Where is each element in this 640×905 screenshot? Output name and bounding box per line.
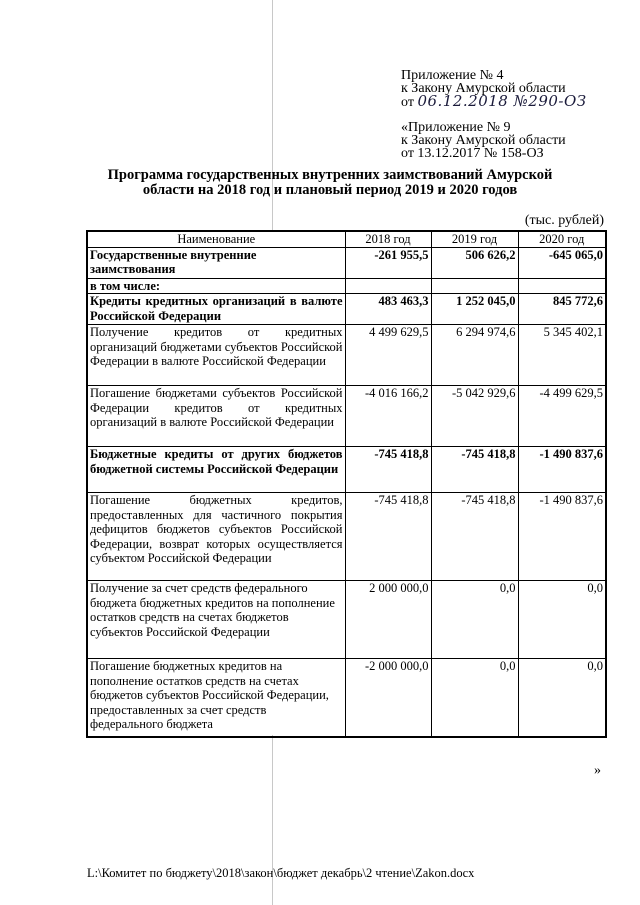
- value-2020: 0,0: [518, 659, 606, 737]
- value-2018: 4 499 629,5: [345, 325, 431, 386]
- value-2018: -2 000 000,0: [345, 659, 431, 737]
- header-2019: 2019 год: [431, 231, 518, 247]
- table-row: [87, 278, 606, 294]
- value-2020: -645 065,0: [518, 247, 606, 278]
- header-name: Наименование: [87, 231, 345, 247]
- table-row: [87, 386, 606, 447]
- value-2019: 1 252 045,0: [431, 294, 518, 325]
- date-prefix: от: [401, 95, 414, 110]
- value-2020: 5 345 402,1: [518, 325, 606, 386]
- footer-file-path: L:\Комитет по бюджету\2018\закон\бюджет декабрь\2 чтение\Zakon.docx: [87, 866, 475, 880]
- row-name: Бюджетные кредиты от других бюджетов бюджетной системы Российской Федерации: [87, 447, 345, 493]
- row-name: Погашение бюджетных кредитов на пополнение остатков средств на счетах бюджетов субъектов Российской Федерации, предоставленных за счет средств федерального бюджета: [87, 659, 345, 737]
- value-2020: -1 490 837,6: [518, 447, 606, 493]
- row-name: Получение кредитов от кредитных организаций бюджетами субъектов Российской Федерации в валюте Российской Федерации: [87, 325, 345, 386]
- value-2019: 6 294 974,6: [431, 325, 518, 386]
- previous-appendix-date: от 13.12.2017 № 158-ОЗ: [401, 146, 544, 161]
- table-row: [87, 581, 606, 659]
- units-label: (тыс. рублей): [524, 213, 604, 228]
- appendix-number: Приложение № 4: [401, 68, 504, 83]
- value-2019: -745 418,8: [431, 447, 518, 493]
- handwritten-date-number: 06.12.2018 №290-ОЗ: [417, 92, 587, 110]
- value-2019: 506 626,2: [431, 247, 518, 278]
- value-2019: 0,0: [431, 659, 518, 737]
- value-2019: -745 418,8: [431, 493, 518, 581]
- header-2020: 2020 год: [518, 231, 606, 247]
- closing-quote: »: [594, 763, 601, 778]
- row-name: Получение за счет средств федерального бюджета бюджетных кредитов на пополнение остатков средств на счетах бюджетов субъектов Российской Федерации: [87, 581, 345, 659]
- value-2019: [431, 278, 518, 294]
- value-2018: -261 955,5: [345, 247, 431, 278]
- row-name: Погашение бюджетами субъектов Российской Федерации кредитов от кредитных организаций в валюте Российской Федерации: [87, 386, 345, 447]
- value-2018: [345, 278, 431, 294]
- value-2020: 845 772,6: [518, 294, 606, 325]
- header-2018: 2018 год: [345, 231, 431, 247]
- previous-appendix-law-ref: к Закону Амурской области: [401, 133, 566, 148]
- table-row: [87, 447, 606, 493]
- row-name: в том числе:: [87, 278, 345, 294]
- value-2019: 0,0: [431, 581, 518, 659]
- appendix-header-current: [401, 69, 587, 109]
- value-2020: -4 499 629,5: [518, 386, 606, 447]
- row-name: Государственные внутренние заимствования: [87, 247, 345, 278]
- value-2018: -4 016 166,2: [345, 386, 431, 447]
- table-row: [87, 247, 606, 278]
- row-name: Погашение бюджетных кредитов, предоставленных для частичного покрытия дефицитов бюджетов субъектов Российской Федерации, возврат которых осуществляется субъектом Российской Федерации: [87, 493, 345, 581]
- value-2019: -5 042 929,6: [431, 386, 518, 447]
- table-row: [87, 325, 606, 386]
- table-row: [87, 294, 606, 325]
- table-row: [87, 659, 606, 737]
- appendix-header-previous: [401, 121, 566, 160]
- table-header-row: [87, 231, 606, 247]
- value-2020: 0,0: [518, 581, 606, 659]
- appendix-law-ref: к Закону Амурской области: [401, 81, 566, 96]
- value-2018: 2 000 000,0: [345, 581, 431, 659]
- value-2018: -745 418,8: [345, 447, 431, 493]
- borrowing-program-table: [86, 230, 607, 738]
- value-2020: [518, 278, 606, 294]
- row-name: Кредиты кредитных организаций в валюте Российской Федерации: [87, 294, 345, 325]
- appendix-date-line: [401, 92, 587, 110]
- document-title: Программа государственных внутренних заимствований Амурской области на 2018 год и плановый период 2019 и 2020 годов: [107, 167, 553, 198]
- table-row: [87, 493, 606, 581]
- previous-appendix-number: «Приложение № 9: [401, 120, 511, 135]
- value-2018: 483 463,3: [345, 294, 431, 325]
- value-2018: -745 418,8: [345, 493, 431, 581]
- value-2020: -1 490 837,6: [518, 493, 606, 581]
